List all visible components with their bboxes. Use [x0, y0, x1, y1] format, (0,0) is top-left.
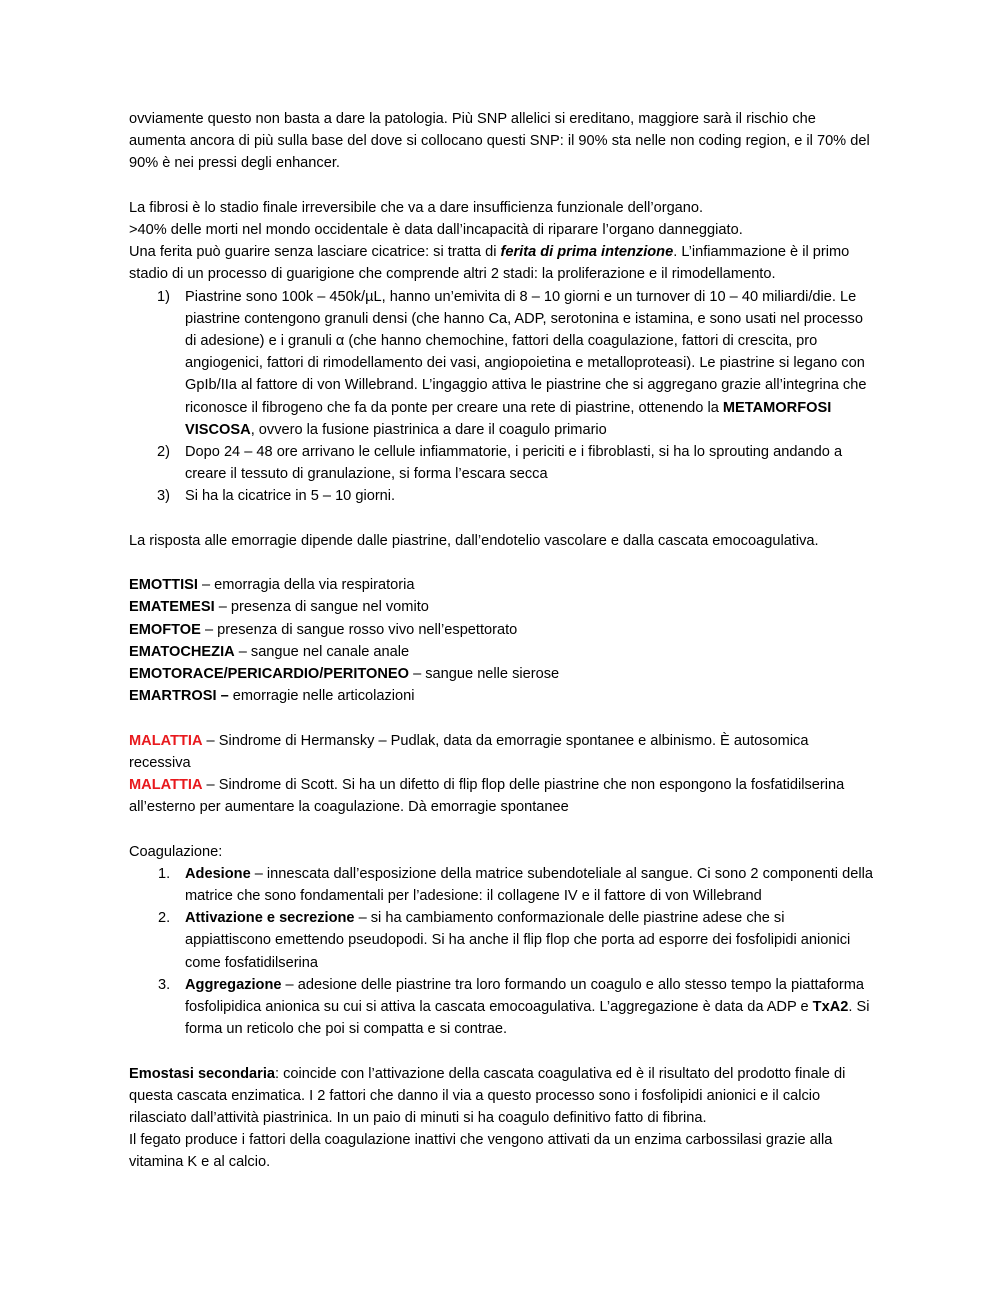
term-name: EMOTORACE/PERICARDIO/PERITONEO: [129, 666, 410, 683]
disease-note: [129, 730, 874, 774]
term-row: [129, 641, 874, 663]
blank-line: [129, 508, 874, 530]
disease-note: [129, 774, 874, 818]
step-title: Attivazione e secrezione: [185, 910, 355, 927]
list-item: [129, 974, 874, 1041]
term-name: EMARTROSI –: [129, 688, 229, 705]
step-text-post: . Si forma un reticolo che poi si compatta e si contrae.: [185, 999, 870, 1038]
term-definition: – presenza di sangue rosso vivo nell’espettorato: [200, 621, 518, 638]
step-bold-term: TxA2: [812, 999, 849, 1016]
list-item: [129, 286, 874, 441]
stage-text: Piastrine sono 100k – 450k/µL, hanno un’emivita di 8 – 10 giorni e un turnover di 10 – 40 miliardi/die. Le piastrine contengono granuli densi (che hanno Ca, ADP, serotonina e istamina, e sono usati nel processo di adesione) e i granuli α (che hanno chemochine, fattori della coagulazione, fattori di crescita, pro angiogenici, fattori di rimodellamento dei vasi, angiopoietina e metalloproteasi). Le piastrine si legano con GpIb/IIa al fattore di von Willebrand. L’ingaggio attiva le piastrine che si aggregano grazie all’integrina che riconosce il fibrogeno che fa da ponte per creare una rete di piastrine, ottenendo la: [185, 288, 867, 416]
blank-line: [129, 175, 874, 197]
blank-line: [129, 818, 874, 840]
disease-text: – Sindrome di Scott. Si ha un difetto di flip flop delle piastrine che non espongono la fosfatidilserina all’esterno per aumentare la coagulazione. Dà emorragie spontanee: [129, 777, 845, 816]
step-text: – adesione delle piastrine tra loro formando un coagulo e allo stesso tempo la piattaforma fosfolipidica anionica su cui si attiva la cascata emocoagulativa. L’aggregazione è data da ADP e: [185, 976, 864, 1016]
emostasi-term: Emostasi secondaria: [129, 1065, 276, 1082]
paragraph-ferita: [129, 241, 874, 285]
list-number: 1.: [158, 865, 171, 882]
document-page: [129, 108, 874, 1174]
term-name: EMOFTOE: [129, 621, 201, 638]
list-item: [129, 907, 874, 974]
ferita-text-pre: Una ferita può guarire senza lasciare cicatrice: si tratta di: [129, 244, 501, 261]
hemorrhage-terms-list: [129, 574, 874, 707]
list-number: 3): [157, 488, 170, 505]
term-row: [129, 685, 874, 707]
paragraph-morti: >40% delle morti nel mondo occidentale è data dall’incapacità di riparare l’organo danneggiato.: [129, 222, 743, 238]
list-item: [129, 485, 874, 507]
term-name: EMATEMESI: [129, 599, 215, 616]
step-text: – innescata dall’esposizione della matrice subendoteliale al sangue. Ci sono 2 componenti della matrice che sono fondamentali per l’adesione: il collagene IV e il fattore di von Willebrand: [185, 865, 873, 905]
coagulation-heading: Coagulazione:: [129, 843, 223, 860]
term-definition: – sangue nel canale anale: [234, 643, 410, 660]
step-title: Adesione: [185, 865, 251, 882]
stage-text: Dopo 24 – 48 ore arrivano le cellule infiammatorie, i periciti e i fibroblasti, si ha lo sprouting andando a creare il tessuto di granulazione, si forma l’escara secca: [185, 444, 843, 483]
term-row: [129, 619, 874, 641]
disease-label: MALATTIA: [129, 777, 203, 794]
disease-label: MALATTIA: [129, 732, 203, 749]
blank-line: [129, 707, 874, 729]
term-row: [129, 574, 874, 596]
term-name: EMOTTISI: [129, 577, 198, 594]
paragraph-fibrosi: La fibrosi è lo stadio finale irreversibile che va a dare insufficienza funzionale dell’organo.: [129, 199, 704, 216]
term-row: [129, 596, 874, 618]
paragraph-fegato: Il fegato produce i fattori della coagulazione inattivi che vengono attivati da un enzima carbossilasi grazie alla vitamina K e al calcio.: [129, 1132, 833, 1171]
term-definition: – presenza di sangue nel vomito: [214, 599, 429, 616]
list-number: 1): [157, 288, 170, 305]
disease-text: – Sindrome di Hermansky – Pudlak, data da emorragie spontanee e albinismo. È autosomica recessiva: [129, 732, 809, 771]
list-number: 2): [157, 444, 170, 461]
list-item: [129, 863, 874, 907]
list-number: 3.: [158, 976, 171, 993]
paragraph-emostasi: [129, 1063, 874, 1130]
blank-line: [129, 552, 874, 574]
step-text: – si ha cambiamento conformazionale delle piastrine adese che si appiattiscono emettendo pseudopodi. Si ha anche il flip flop che porta ad esporre dei fosfolipidi anionici come fosfatidilserina: [185, 910, 851, 971]
term-definition: emorragie nelle articolazioni: [228, 688, 415, 705]
coagulation-steps-list: [129, 863, 874, 1041]
term-definition: – emorragia della via respiratoria: [197, 577, 415, 594]
paragraph-snp: ovviamente questo non basta a dare la patologia. Più SNP allelici si ereditano, maggiore sarà il rischio che aumenta ancora di più sulla base del dove si collocano questi SNP: il 90% sta nelle non coding region, e il 70% del 90% è nei pressi degli enhancer.: [129, 111, 870, 172]
stage-text: Si ha la cicatrice in 5 – 10 giorni.: [185, 488, 396, 505]
emostasi-text: : coincide con l’attivazione della cascata coagulativa ed è il risultato del prodotto finale di questa cascata enzimatica. I 2 fattori che danno il via a questo processo sono i fosfolipidi anionici e il calcio rilasciato dall’attività piastrinica. In un paio di minuti si ha coagulo definitivo fatto di fibrina.: [129, 1065, 846, 1127]
term-name: EMATOCHEZIA: [129, 643, 235, 660]
ferita-text-post: . L’infiammazione è il primo stadio di un processo di guarigione che comprende altri 2 stadi: la proliferazione e il rimodellamento.: [129, 244, 850, 283]
stage-bold-term: METAMORFOSI VISCOSA: [185, 399, 832, 438]
blank-line: [129, 1040, 874, 1062]
term-definition: – sangue nelle sierose: [409, 666, 560, 683]
step-title: Aggregazione: [185, 976, 282, 993]
stage-text-post: , ovvero la fusione piastrinica a dare il coagulo primario: [250, 421, 607, 438]
term-row: [129, 663, 874, 685]
ferita-term: ferita di prima intenzione: [500, 244, 674, 261]
healing-stages-list: [129, 286, 874, 508]
paragraph-risposta: La risposta alle emorragie dipende dalle piastrine, dall’endotelio vascolare e dalla cascata emocoagulativa.: [129, 532, 819, 549]
list-number: 2.: [158, 910, 171, 927]
list-item: [129, 441, 874, 485]
